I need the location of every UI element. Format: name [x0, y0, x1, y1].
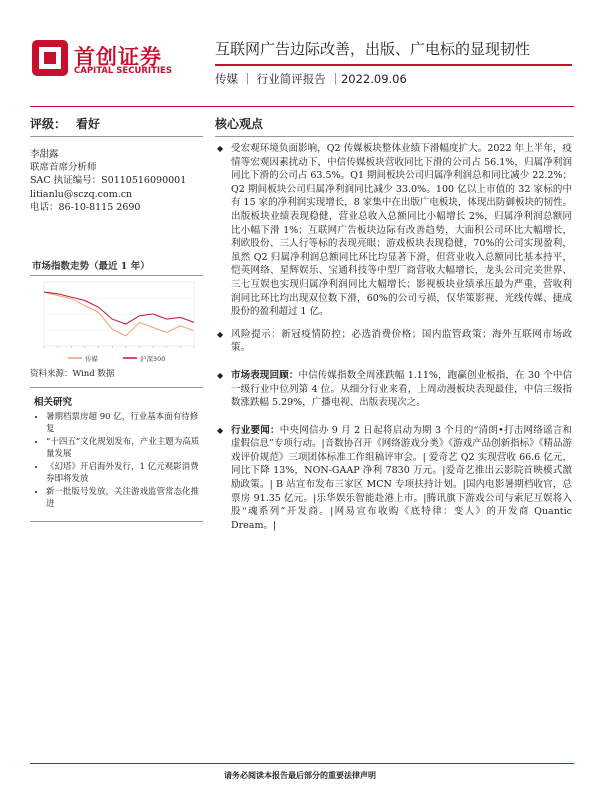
- right-rule: [215, 136, 574, 137]
- top-rule: [30, 106, 574, 107]
- left-rule: [30, 136, 203, 137]
- related-item[interactable]: • 新一批版号发放，关注游戏监管常态化推进: [46, 486, 203, 510]
- paragraph-market-review: [231, 369, 572, 410]
- industry-news-label: 行业要闻：: [231, 424, 280, 436]
- logo-mark-icon: [30, 38, 70, 78]
- market-review-label: 市场表现回顾：: [231, 369, 299, 381]
- chart-legend-label: 传媒: [85, 355, 98, 363]
- core-views-body: [215, 142, 572, 541]
- footer-rule: [30, 763, 574, 764]
- report-title: 互联网广告边际改善，出版、广电标的显现韧性: [215, 40, 531, 58]
- paragraph-performance-text: 受宏观环境负面影响，Q2 传媒板块整体业绩下滑幅度扩大。2022 年上半年，疫情等宏观因素扰动下，中信传媒板块营收同比下滑的公司占 56.1%，归属净利润同比下滑的公司占 63.5%。Q1 期间板块公司归属净利润总和同比减少 22.2%；Q2 期间板块公司归属净利润同比减少 33.0%。100 亿以上市值的 32 家标的中有 15 家的净利润实现增长，8 家集中在出版广电板块，体现出防御板块的韧性。出版板块业绩表现稳健，营业总收入总额同比小幅增长 2%，归属净利润总额同比小幅下滑 1%；互联网广告板块边际有改善趋势，大面积公司环比大幅增长，利欧股份、三人行等标的表现亮眼；游戏板块表现稳健，70%的公司实现盈利，虽然 Q2 归属净利润总额同比环比均显著下滑，但营业收入总额同比基本持平，恺英网络、星辉娱乐、宝通科技等中型厂商营收大幅增长，龙头公司完美世界、三七互娱也实现归属净利润同比大幅增长；影视板块业绩承压最为严重，营收利润同比环比均出现双位数下滑，60%的公司亏损，仅华策影视、光线传媒、捷成股份的盈利超过 1 亿。: [231, 143, 572, 318]
- paragraph-risk-text: 风险提示：新冠疫情防控；必选消费价格；国内监管政策；海外互联网市场政策。: [231, 328, 572, 354]
- chart-title: 市场指数走势（最近 1 年）: [32, 261, 150, 272]
- market-review-text: 中信传媒指数全周涨跌幅 1.11%，跑赢创业板指，在 30 个中信一级行业中位列第 4 位。从细分行业来看，上周动漫板块表现最佳，中信三级指数涨跌幅 5.29%，广播电视、出版表现次之。: [231, 369, 572, 409]
- logo-english-name: CAPITAL SECURITIES: [74, 66, 172, 76]
- analyst-info: [30, 148, 186, 214]
- related-item[interactable]: • “十四五”文化规划发布，产业主题为高质量发展: [46, 436, 203, 460]
- footer-disclaimer: 请务必阅读本报告最后部分的重要法律声明: [224, 770, 376, 780]
- logo-chinese-name: 首创证券: [74, 45, 162, 69]
- chart-plot: [30, 276, 203, 364]
- analyst-email[interactable]: litianlu@sczq.com.cn: [30, 188, 133, 200]
- related-research-title: 相关研究: [34, 397, 73, 408]
- market-index-chart: [30, 258, 203, 368]
- related-research: [30, 387, 203, 522]
- paragraph-risk: [231, 328, 572, 355]
- industry-news-text: 中央网信办 9 月 2 日起将启动为期 3 个月的“清朗•打击网络谣言和虚假信息”专项行动。|音数协召开《网络游戏分类》《游戏产品创新指标》《精品游戏评价规范》三项团体标准工作组稿评审会。| 爱奇艺 Q2 实现营收 66.6 亿元，同比下降 13%，NON-GAAP 净利 7830 万元。|爱奇艺推出云影院首映模式激励政策。| B 站宣布发布三家区 MCN 专项扶持计划。|国内电影暑期档收官，总票房 91.35 亿元。|乐华娱乐智能赴港上市。|腾讯旗下游戏公司与索尼互娱将入股“魂系列”开发商。|网易宣布收购《底特律：变人》的开发商 Quantic Dream。|: [231, 424, 572, 531]
- analyst-role: 联席首席分析师: [30, 162, 97, 174]
- chart-source: 资料来源：Wind 数据: [30, 369, 115, 379]
- paragraph-industry-news: [231, 424, 572, 533]
- rating: [30, 115, 100, 132]
- core-views-heading: 核心观点: [215, 117, 264, 131]
- report-subtitle: 传媒 ｜ 行业简评报告 ｜2022.09.06: [215, 72, 407, 86]
- analyst-phone: 电话：86-10-8115 2690: [30, 201, 141, 213]
- related-item[interactable]: • 《幻塔》开启海外发行，1 亿元观影消费券即将发放: [46, 461, 203, 485]
- company-logo: [30, 38, 200, 78]
- paragraph-performance: [231, 142, 572, 319]
- analyst-name: 李甜露: [30, 149, 59, 160]
- analyst-sac: SAC 执证编号：S0110516090001: [30, 175, 187, 187]
- related-item[interactable]: • 暑期档票房超 90 亿，行业基本面有待修复: [46, 411, 203, 435]
- rating-label: 评级：: [30, 117, 67, 131]
- header-divider: [215, 64, 572, 66]
- rating-value: 看好: [76, 117, 101, 131]
- chart-legend-label: 沪深300: [140, 355, 166, 363]
